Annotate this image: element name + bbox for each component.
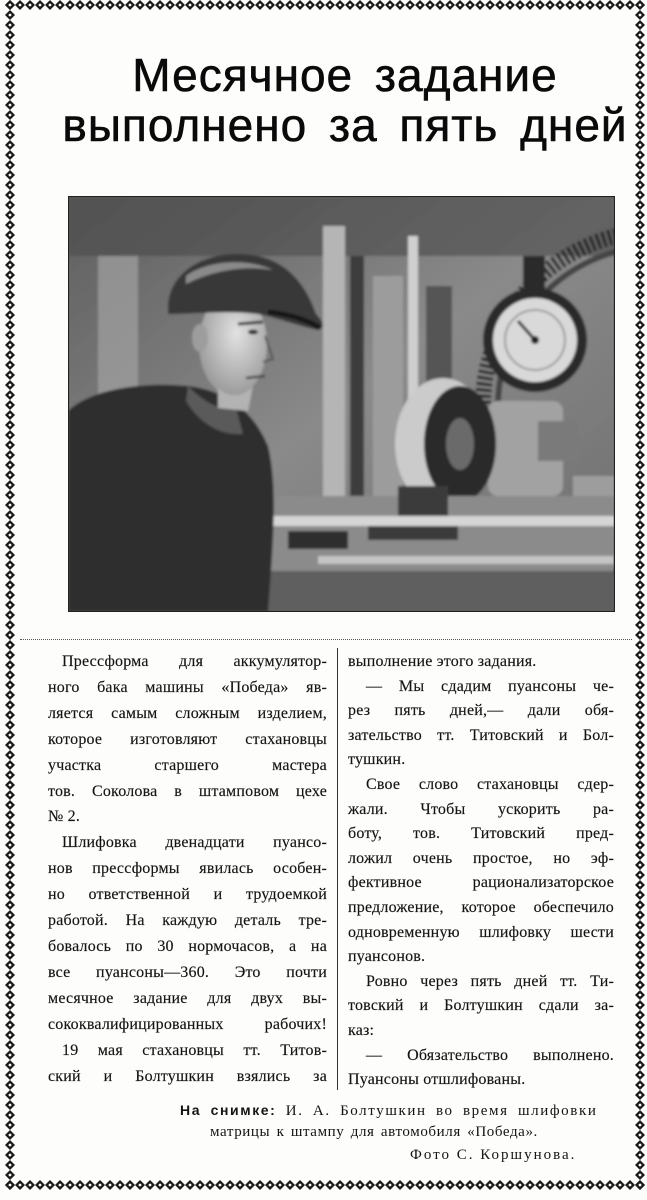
text-line: но ответственной и трудоемкой [48,886,327,904]
border-top [5,0,645,10]
text-line: каз: [348,1021,375,1039]
text-line: Шлифовка двенадцати пуансо- [62,834,327,852]
text-line: которое изготовляют стахановцы [48,730,327,748]
border-right [635,0,645,1190]
text-line: тушкин. [348,751,406,769]
text-line: участка старшего мастера [48,756,327,774]
caption-label: На снимке: [180,1102,277,1118]
text-line: выполнение этого задания. [348,653,537,670]
photo-caption-line-1 [180,1099,597,1122]
text-line: боту, тов. Титовский пред- [348,825,614,843]
text-line: Пуансоны отшлифованы. [348,1071,526,1089]
text-line: жали. Чтобы ускорить ра- [348,800,614,818]
text-line: зательство тт. Титовский и Бол- [348,726,614,744]
paragraph [48,830,327,1037]
text-line: — Обязательство выполнено. [366,1046,614,1064]
divider [20,639,632,640]
text-line: предложение, которое обеспечило [348,898,614,916]
text-line: ляется самым сложным изделием, [48,704,327,722]
text-line: ного бака машины «Победа» яв- [48,678,327,696]
text-line: работой. На каждую деталь тре- [48,912,327,930]
text-line: пуансонов. [348,948,426,966]
text-line: рез пять дней,— дали обя- [348,702,614,720]
article-column-left [48,649,327,1089]
headline [45,50,645,150]
text-line: тов. Соколова в штамповом цехе [48,782,327,800]
paragraph [348,970,614,1044]
text-line: Ровно через пять дней тт. Ти- [366,972,614,990]
photo-credit: Фото С. Коршунова. [410,1147,577,1163]
headline-line-2: выполнено за пять дней [62,99,628,151]
text-line: — Мы сдадим пуансоны че- [366,677,614,695]
text-line: товский и Болтушкин сдали за- [348,997,614,1015]
paragraph [348,1044,614,1093]
photo [68,196,615,612]
text-line: все пуансоны—360. Это почти [48,963,327,981]
paragraph [348,650,614,675]
text-line: сококвалифицированных рабочих! [48,1015,327,1033]
text-line: ский и Болтушкин взялись за [48,1067,327,1085]
article-column-right [348,650,614,1093]
text-line: ложил очень простое, но эф- [348,849,614,867]
paragraph [348,675,614,773]
photo-caption-line-2: матрицы к штампу для автомобиля «Победа». [210,1124,538,1140]
text-line: нов прессформы явилась особен- [48,860,327,878]
column-rule [337,648,338,1090]
text-line: бовалось по 30 нормочасов, а на [48,937,327,955]
text-line: 19 мая стахановцы тт. Титов- [62,1041,327,1059]
headline-line-1: Месячное задание [132,49,558,101]
paragraph [48,649,327,830]
text-line: Свое слово стахановцы сдер- [366,775,614,793]
caption-text: И. А. Болтушкин во время шлифовки [276,1103,598,1119]
paragraph [48,1038,327,1090]
text-line: одновременную шлифовку шести [348,923,614,941]
border-left [5,0,15,1190]
text-line: № 2. [48,808,81,826]
text-line: месячное задание для двух вы- [48,989,327,1007]
text-line: фективное рационализаторское [348,874,614,892]
border-bottom [5,1180,645,1190]
text-line: Прессформа для аккумулятор- [62,653,327,670]
paragraph [348,773,614,970]
